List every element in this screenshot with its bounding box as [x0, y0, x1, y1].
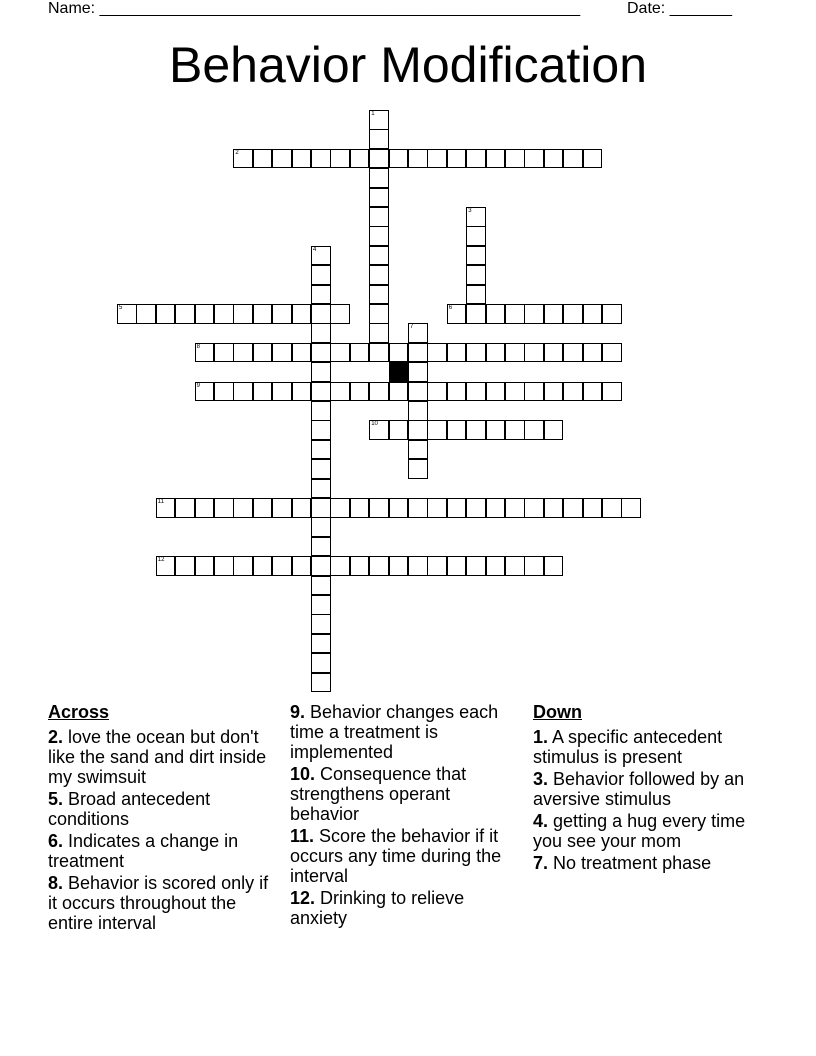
- grid-cell[interactable]: [330, 304, 350, 324]
- grid-cell[interactable]: [311, 498, 331, 518]
- grid-cell[interactable]: [466, 304, 486, 324]
- grid-cell[interactable]: [389, 343, 409, 363]
- grid-cell[interactable]: [350, 343, 370, 363]
- grid-cell[interactable]: [136, 304, 156, 324]
- grid-cell[interactable]: [447, 420, 467, 440]
- grid-cell[interactable]: [466, 343, 486, 363]
- grid-cell[interactable]: [253, 498, 273, 518]
- grid-cell[interactable]: [466, 498, 486, 518]
- grid-cell[interactable]: [311, 285, 331, 305]
- clue-number: 2: [235, 149, 239, 156]
- grid-cell[interactable]: [524, 343, 544, 363]
- grid-cell[interactable]: [311, 459, 331, 479]
- grid-cell[interactable]: [505, 556, 525, 576]
- clue-across-9: 9. Behavior changes each time a treatment is implemented: [290, 702, 499, 762]
- grid-cell[interactable]: [330, 498, 350, 518]
- grid-cell[interactable]: [544, 382, 564, 402]
- grid-cell[interactable]: [602, 498, 622, 518]
- grid-cell[interactable]: [214, 498, 234, 518]
- grid-cell[interactable]: [369, 382, 389, 402]
- grid-cell[interactable]: [156, 304, 176, 324]
- grid-cell[interactable]: [233, 149, 253, 169]
- clue-across-11: 11. Score the behavior if it occurs any time during the interval: [290, 826, 502, 886]
- clue-number: 1: [371, 111, 375, 117]
- grid-cell[interactable]: [311, 576, 331, 596]
- grid-cell[interactable]: [311, 401, 331, 421]
- grid-cell[interactable]: [466, 149, 486, 169]
- grid-cell[interactable]: [447, 149, 467, 169]
- across-clues-column-1: [48, 702, 273, 935]
- grid-cell[interactable]: [292, 498, 312, 518]
- grid-cell[interactable]: [389, 420, 409, 440]
- grid-cell[interactable]: [311, 614, 331, 634]
- grid-cell[interactable]: [427, 382, 447, 402]
- grid-cell[interactable]: [175, 498, 195, 518]
- grid-cell[interactable]: [369, 188, 389, 208]
- grid-cell[interactable]: [563, 149, 583, 169]
- grid-cell[interactable]: [505, 304, 525, 324]
- clue-down-4: 4. getting a hug every time you see your mom: [533, 811, 746, 851]
- grid-cell[interactable]: [195, 556, 215, 576]
- grid-cell[interactable]: [408, 401, 428, 421]
- grid-cell[interactable]: [233, 382, 253, 402]
- grid-cell[interactable]: [583, 304, 603, 324]
- page-title: Behavior Modification: [168, 37, 648, 93]
- grid-cell[interactable]: [369, 207, 389, 227]
- grid-cell[interactable]: [350, 149, 370, 169]
- grid-cell[interactable]: [330, 149, 350, 169]
- grid-cell[interactable]: [486, 304, 506, 324]
- grid-cell[interactable]: [311, 382, 331, 402]
- grid-cell[interactable]: [389, 149, 409, 169]
- grid-cell[interactable]: [311, 479, 331, 499]
- black-square: [389, 362, 409, 382]
- clue-across-12: 12. Drinking to relieve anxiety: [290, 888, 465, 928]
- grid-cell[interactable]: [602, 382, 622, 402]
- grid-cell[interactable]: [544, 420, 564, 440]
- grid-cell[interactable]: [311, 556, 331, 576]
- down-heading: Down: [533, 702, 582, 722]
- grid-cell[interactable]: [311, 440, 331, 460]
- grid-cell[interactable]: [524, 304, 544, 324]
- grid-cell[interactable]: [175, 304, 195, 324]
- grid-cell[interactable]: [311, 149, 331, 169]
- grid-cell[interactable]: [311, 420, 331, 440]
- grid-cell[interactable]: [369, 149, 389, 169]
- grid-cell[interactable]: [369, 498, 389, 518]
- grid-cell[interactable]: [292, 149, 312, 169]
- grid-cell[interactable]: [253, 343, 273, 363]
- grid-cell[interactable]: [524, 498, 544, 518]
- clue-number: 9: [196, 382, 200, 389]
- grid-cell[interactable]: [563, 304, 583, 324]
- grid-cell[interactable]: [544, 149, 564, 169]
- grid-cell[interactable]: [292, 382, 312, 402]
- grid-cell[interactable]: [486, 556, 506, 576]
- grid-cell[interactable]: [272, 382, 292, 402]
- grid-cell[interactable]: [466, 382, 486, 402]
- grid-cell[interactable]: [350, 556, 370, 576]
- grid-cell[interactable]: [621, 498, 641, 518]
- grid-cell[interactable]: [466, 226, 486, 246]
- clue-down-7: 7. No treatment phase: [533, 853, 712, 873]
- grid-cell[interactable]: [486, 498, 506, 518]
- grid-cell[interactable]: [427, 420, 447, 440]
- grid-cell[interactable]: [389, 382, 409, 402]
- grid-cell[interactable]: [369, 226, 389, 246]
- grid-cell[interactable]: [330, 382, 350, 402]
- clue-number: 5: [119, 305, 123, 311]
- grid-cell[interactable]: [427, 498, 447, 518]
- grid-cell[interactable]: [369, 304, 389, 324]
- grid-cell[interactable]: [175, 556, 195, 576]
- clue-number: 4: [313, 246, 317, 253]
- grid-cell[interactable]: [311, 537, 331, 557]
- grid-cell[interactable]: [466, 556, 486, 576]
- grid-cell[interactable]: [195, 498, 215, 518]
- grid-cell[interactable]: [583, 498, 603, 518]
- grid-cell[interactable]: [369, 343, 389, 363]
- down-clues-column: [533, 702, 758, 875]
- grid-cell[interactable]: [156, 498, 176, 518]
- grid-cell[interactable]: [272, 498, 292, 518]
- grid-cell[interactable]: [544, 498, 564, 518]
- clue-across-5: 5. Broad antecedent conditions: [48, 789, 211, 829]
- grid-cell[interactable]: [195, 382, 215, 402]
- grid-cell[interactable]: [544, 556, 564, 576]
- grid-cell[interactable]: [427, 556, 447, 576]
- grid-cell[interactable]: [466, 420, 486, 440]
- grid-cell[interactable]: [233, 498, 253, 518]
- grid-cell[interactable]: [311, 362, 331, 382]
- grid-cell[interactable]: [292, 556, 312, 576]
- grid-cell[interactable]: [544, 304, 564, 324]
- grid-cell[interactable]: [408, 440, 428, 460]
- grid-cell[interactable]: [524, 420, 544, 440]
- grid-cell[interactable]: [214, 382, 234, 402]
- clue-across-2: 2. love the ocean but don't like the sand and dirt inside my swimsuit: [48, 727, 267, 787]
- grid-cell[interactable]: [524, 382, 544, 402]
- grid-cell[interactable]: [369, 246, 389, 266]
- grid-cell[interactable]: [408, 420, 428, 440]
- grid-cell[interactable]: [195, 343, 215, 363]
- grid-cell[interactable]: [233, 343, 253, 363]
- grid-cell[interactable]: [563, 343, 583, 363]
- grid-cell[interactable]: [583, 343, 603, 363]
- grid-cell[interactable]: [253, 556, 273, 576]
- clue-number: 8: [196, 343, 200, 350]
- grid-cell[interactable]: [602, 343, 622, 363]
- grid-cell[interactable]: [272, 556, 292, 576]
- grid-cell[interactable]: [311, 517, 331, 537]
- grid-cell[interactable]: [350, 382, 370, 402]
- clue-down-3: 3. Behavior followed by an aversive stimulus: [533, 769, 745, 809]
- grid-cell[interactable]: [408, 362, 428, 382]
- grid-cell[interactable]: [253, 382, 273, 402]
- grid-cell[interactable]: [233, 304, 253, 324]
- grid-cell[interactable]: [583, 149, 603, 169]
- grid-cell[interactable]: [156, 556, 176, 576]
- grid-cell[interactable]: [233, 556, 253, 576]
- grid-cell[interactable]: [311, 634, 331, 654]
- clue-number: 7: [410, 324, 414, 331]
- clue-number: 3: [468, 208, 472, 214]
- grid-cell[interactable]: [486, 382, 506, 402]
- grid-cell[interactable]: [447, 556, 467, 576]
- grid-cell[interactable]: [466, 285, 486, 305]
- grid-cell[interactable]: [466, 246, 486, 266]
- grid-cell[interactable]: [369, 129, 389, 149]
- grid-cell[interactable]: [330, 556, 350, 576]
- grid-cell[interactable]: [447, 343, 467, 363]
- grid-cell[interactable]: [350, 498, 370, 518]
- grid-cell[interactable]: [272, 304, 292, 324]
- grid-cell[interactable]: [272, 149, 292, 169]
- grid-cell[interactable]: [311, 246, 331, 266]
- grid-cell[interactable]: [563, 382, 583, 402]
- grid-cell[interactable]: [292, 343, 312, 363]
- grid-cell[interactable]: [311, 265, 331, 285]
- grid-cell[interactable]: [408, 459, 428, 479]
- grid-cell[interactable]: [524, 556, 544, 576]
- grid-cell[interactable]: [466, 265, 486, 285]
- grid-cell[interactable]: [447, 498, 467, 518]
- grid-cell[interactable]: [253, 304, 273, 324]
- grid-cell[interactable]: [466, 207, 486, 227]
- grid-cell[interactable]: [311, 653, 331, 673]
- grid-cell[interactable]: [214, 304, 234, 324]
- grid-cell[interactable]: [369, 265, 389, 285]
- grid-cell[interactable]: [447, 304, 467, 324]
- grid-cell[interactable]: [505, 420, 525, 440]
- grid-cell[interactable]: [408, 323, 428, 343]
- grid-cell[interactable]: [311, 673, 331, 693]
- grid-cell[interactable]: [311, 304, 331, 324]
- grid-cell[interactable]: [602, 304, 622, 324]
- grid-cell[interactable]: [408, 382, 428, 402]
- grid-cell[interactable]: [427, 343, 447, 363]
- grid-cell[interactable]: [272, 343, 292, 363]
- grid-cell[interactable]: [427, 149, 447, 169]
- grid-cell[interactable]: [486, 420, 506, 440]
- grid-cell[interactable]: [292, 304, 312, 324]
- grid-cell[interactable]: [369, 168, 389, 188]
- clue-number: 10: [371, 421, 378, 428]
- grid-cell[interactable]: [369, 556, 389, 576]
- across-clues-column-2: [290, 702, 515, 930]
- across-heading: Across: [48, 702, 110, 722]
- grid-cell[interactable]: [117, 304, 137, 324]
- grid-cell[interactable]: [544, 343, 564, 363]
- grid-cell[interactable]: [330, 343, 350, 363]
- grid-cell[interactable]: [486, 149, 506, 169]
- grid-cell[interactable]: [389, 556, 409, 576]
- clue-across-10: 10. Consequence that strengthens operant behavior: [290, 764, 467, 824]
- grid-cell[interactable]: [563, 498, 583, 518]
- date-label: Date:: [627, 0, 666, 17]
- clue-number: 6: [448, 305, 453, 311]
- grid-cell[interactable]: [583, 382, 603, 402]
- grid-cell[interactable]: [214, 556, 234, 576]
- name-label: Name:: [48, 0, 96, 17]
- grid-cell[interactable]: [486, 343, 506, 363]
- grid-cell[interactable]: [195, 304, 215, 324]
- grid-cell[interactable]: [447, 382, 467, 402]
- grid-cell[interactable]: [311, 595, 331, 615]
- clue-number: 12: [157, 557, 165, 564]
- grid-cell[interactable]: [214, 343, 234, 363]
- clue-down-1: 1. A specific antecedent stimulus is present: [533, 727, 723, 767]
- grid-cell[interactable]: [311, 343, 331, 363]
- grid-cell[interactable]: [253, 149, 273, 169]
- grid-cell[interactable]: [505, 343, 525, 363]
- grid-cell[interactable]: [311, 323, 331, 343]
- clue-number: 11: [157, 499, 165, 505]
- grid-cell[interactable]: [408, 149, 428, 169]
- clue-across-6: 6. Indicates a change in treatment: [48, 831, 239, 871]
- grid-cell[interactable]: [369, 420, 389, 440]
- grid-cell[interactable]: [505, 149, 525, 169]
- grid-cell[interactable]: [369, 110, 389, 130]
- grid-cell[interactable]: [408, 498, 428, 518]
- grid-cell[interactable]: [369, 285, 389, 305]
- grid-cell[interactable]: [369, 323, 389, 343]
- grid-cell[interactable]: [524, 149, 544, 169]
- grid-cell[interactable]: [408, 343, 428, 363]
- name-blank: ______________________________________________________: [99, 0, 581, 17]
- grid-cell[interactable]: [505, 382, 525, 402]
- date-blank: _______: [669, 0, 732, 17]
- clue-across-8: 8. Behavior is scored only if it occurs throughout the entire interval: [48, 873, 269, 933]
- grid-cell[interactable]: [505, 498, 525, 518]
- grid-cell[interactable]: [389, 498, 409, 518]
- grid-cell[interactable]: [408, 556, 428, 576]
